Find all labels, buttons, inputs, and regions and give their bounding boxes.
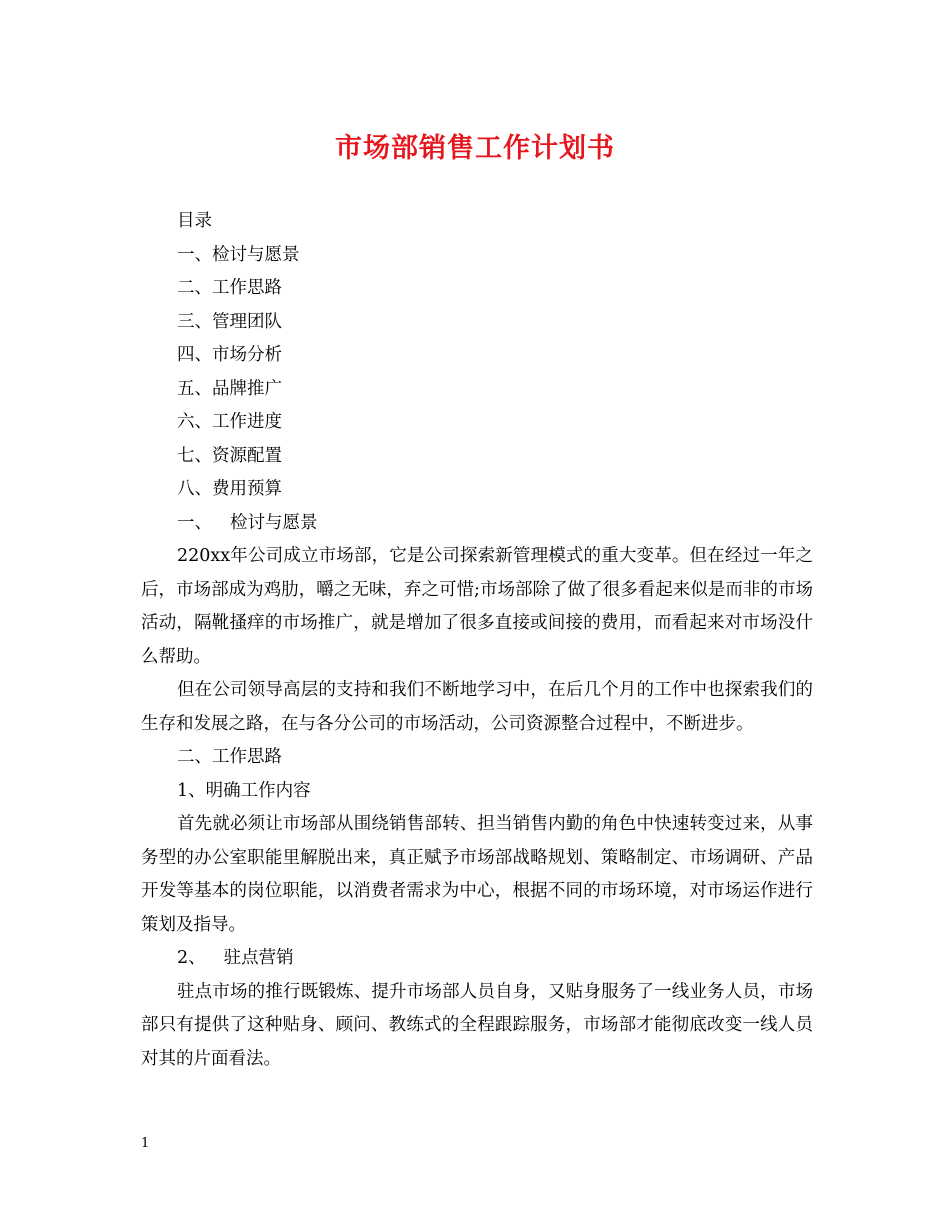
toc-item: 三、管理团队 (177, 311, 282, 332)
toc-item: 二、工作思路 (177, 278, 282, 298)
subsection-number: 2、 (177, 948, 206, 968)
toc-item: 七、资源配置 (177, 445, 282, 466)
toc-item: 八、费用预算 (177, 479, 282, 499)
toc-label: 目录 (177, 211, 212, 231)
section-number: 一、 (177, 512, 212, 533)
toc-item: 一、检讨与愿景 (177, 244, 300, 265)
body-paragraph: 但在公司领导高层的支持和我们不断地学习中，在后几个月的工作中也探索我们的生存和发展之路，在与各分公司的市场活动，公司资源整合过程中，不断进步。 (141, 680, 813, 734)
body-paragraph: 首先就必须让市场部从围绕销售部转、担当销售内勤的角色中快速转变过来，从事务型的办公室职能里解脱出来，真正赋予市场部战略规划、策略制定、市场调研、产品开发等基本的岗位职能，以消费者需求为中心，根据不同的市场环境，对市场运作进行策划及指导。 (141, 814, 813, 935)
section-heading (141, 507, 813, 541)
section-heading: 二、工作思路 (177, 747, 282, 767)
body-paragraph: 驻点市场的推行既锻炼、提升市场部人员自身，又贴身服务了一线业务人员，市场部只有提供了这种贴身、顾问、教练式的全程跟踪服务，市场部才能彻底改变一线人员对其的片面看法。 (141, 981, 813, 1069)
toc-item: 五、品牌推广 (177, 378, 282, 399)
page-number: 1 (141, 1136, 150, 1151)
document-title: 市场部销售工作计划书 (335, 133, 615, 164)
subsection-heading: 1、明确工作内容 (177, 780, 311, 801)
document-body (141, 205, 813, 1076)
toc-item: 四、市场分析 (177, 345, 282, 365)
toc-item: 六、工作进度 (177, 412, 282, 432)
subsection-heading (141, 942, 813, 976)
section-title: 检讨与愿景 (230, 512, 318, 533)
body-paragraph: 220xx年公司成立市场部，它是公司探索新管理模式的重大变革。但在经过一年之后，市场部成为鸡肋，嚼之无味，弃之可惜;市场部除了做了很多看起来似是而非的市场活动，隔靴搔痒的市场推广，就是增加了很多直接或间接的费用，而看起来对市场没什么帮助。 (141, 546, 813, 667)
subsection-title: 驻点营销 (223, 948, 294, 968)
